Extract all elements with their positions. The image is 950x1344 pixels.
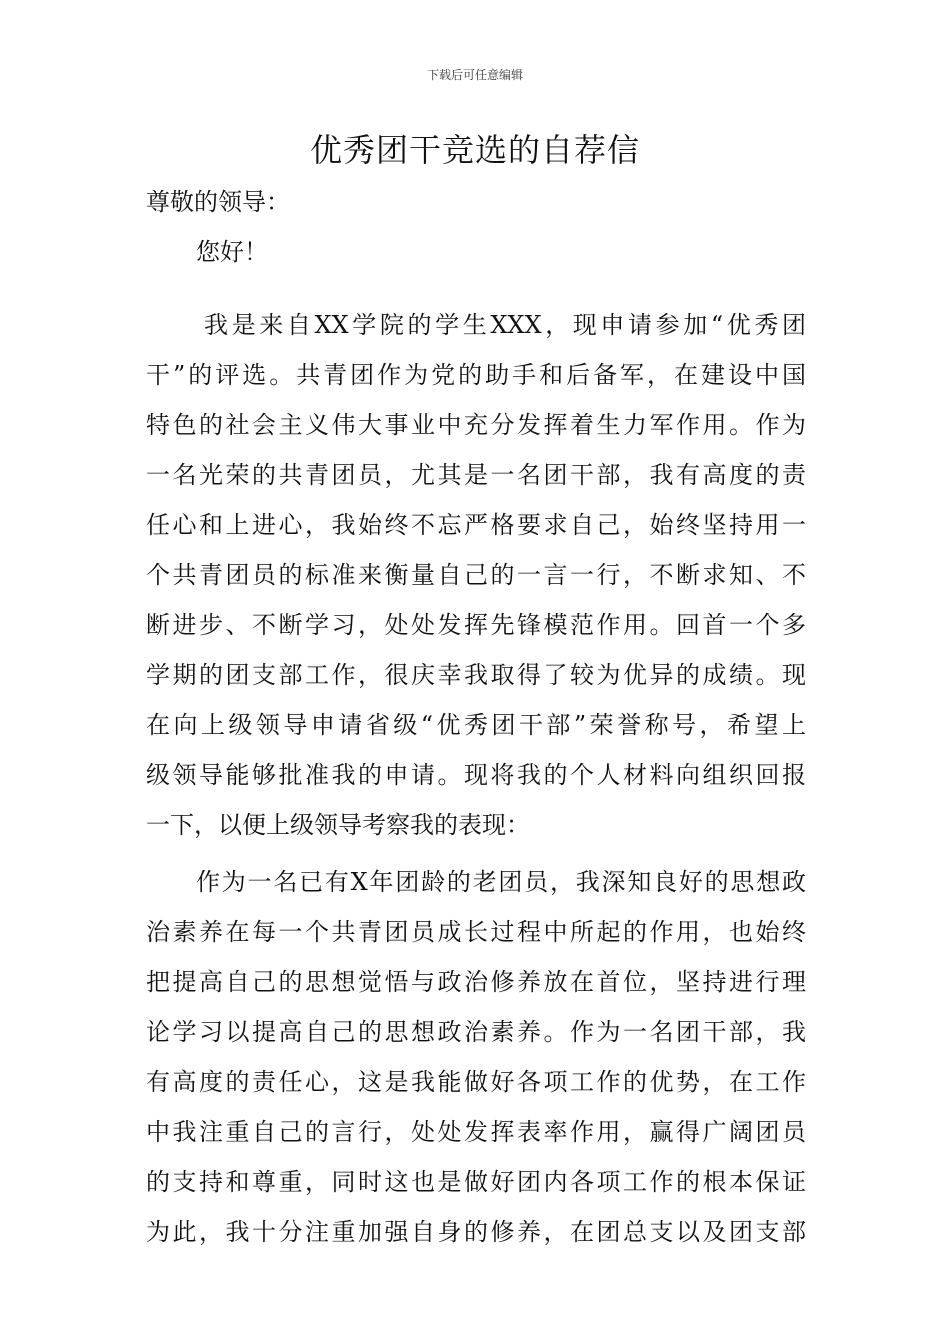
- letter-body: [146, 177, 806, 1257]
- paragraph-2-line: 中我注重自己的言行，处处发挥表率作用，赢得广阔团员: [146, 1118, 806, 1146]
- paragraph-2-line: 论学习以提高自己的思想政治素养。作为一名团干部，我: [146, 1018, 806, 1046]
- paragraph-1-line: 在向上级领导申请省级“优秀团干部”荣誉称号，希望上: [146, 711, 806, 739]
- paragraph-1-line: 干”的评选。共青团作为党的助手和后备军，在建设中国: [146, 361, 806, 389]
- salutation: 尊敬的领导：: [146, 188, 290, 216]
- paragraph-2-line: 把提高自己的思想觉悟与政治修养放在首位，坚持进行理: [146, 968, 806, 996]
- paragraph-1-line: 一名光荣的共青团员，尤其是一名团干部，我有高度的责: [146, 461, 806, 489]
- paragraph-2-line: 作为一名已有X年团龄的老团员，我深知良好的思想政: [196, 868, 806, 896]
- paragraph-1-line: 级领导能够批准我的申请。现将我的个人材料向组织回报: [146, 761, 806, 789]
- paragraph-1-line: 学期的团支部工作，很庆幸我取得了较为优异的成绩。现: [146, 661, 806, 689]
- paragraph-1-line: 一下，以便上级领导考察我的表现：: [146, 811, 530, 839]
- document-title: 优秀团干竞选的自荐信: [309, 131, 640, 169]
- paragraph-2-line: 为此，我十分注重加强自身的修养，在团总支以及团支部: [146, 1218, 806, 1246]
- paragraph-2: [146, 857, 806, 1257]
- greeting: 您好！: [196, 238, 268, 266]
- paragraph-1-line: 特色的社会主义伟大事业中充分发挥着生力军作用。作为: [146, 411, 806, 439]
- paragraph-1-line: 我是来自XX学院的学生XXX，现申请参加“优秀团: [204, 311, 806, 339]
- paragraph-1-line: 个共青团员的标准来衡量自己的一言一行，不断求知、不: [146, 561, 806, 589]
- paragraph-2-line: 有高度的责任心，这是我能做好各项工作的优势，在工作: [146, 1068, 806, 1096]
- page-header-note: 下载后可任意编辑: [426, 68, 523, 82]
- paragraph-1-line: 断进步、不断学习，处处发挥先锋模范作用。回首一个多: [146, 611, 806, 639]
- paragraph-2-line: 治素养在每一个共青团员成长过程中所起的作用，也始终: [146, 918, 806, 946]
- paragraph-2-line: 的支持和尊重，同时这也是做好团内各项工作的根本保证: [146, 1168, 806, 1196]
- paragraph-1: [146, 300, 806, 850]
- paragraph-1-line: 任心和上进心，我始终不忘严格要求自己，始终坚持用一: [146, 511, 806, 539]
